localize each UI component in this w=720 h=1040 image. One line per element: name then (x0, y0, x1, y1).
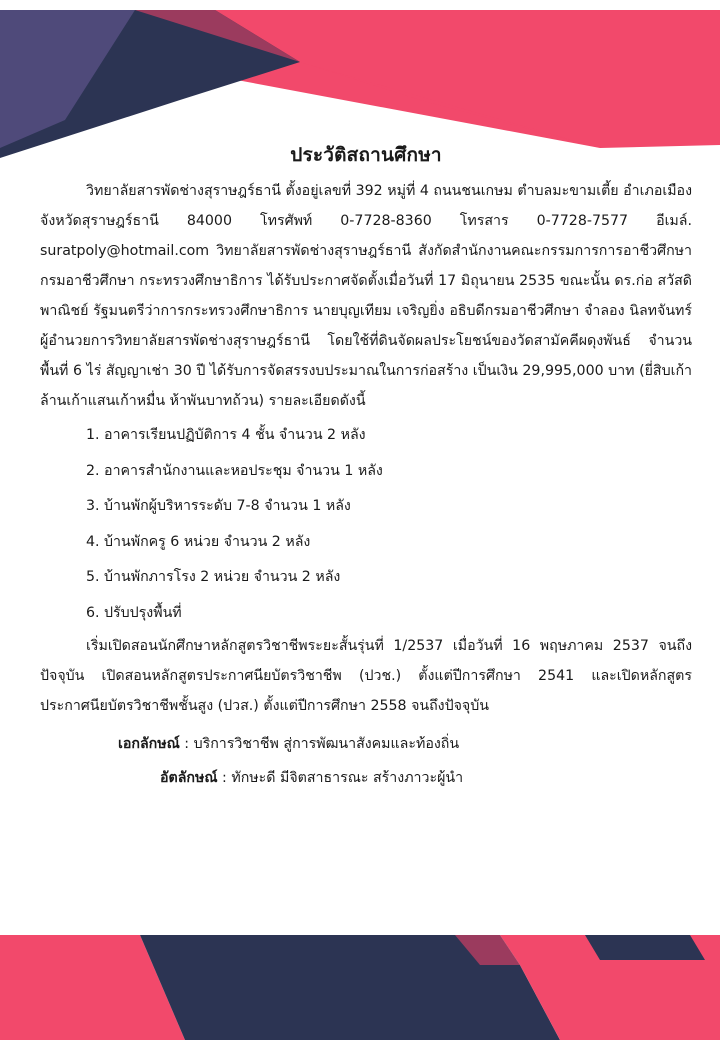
list-item: 4. บ้านพักครู 6 หน่วย จำนวน 2 หลัง (86, 533, 311, 550)
identity-label: อัตลักษณ์ (160, 770, 218, 786)
list-item: 5. บ้านพักภารโรง 2 หน่วย จำนวน 2 หลัง (86, 569, 341, 585)
list-item: 3. บ้านพักผู้บริหารระดับ 7-8 จำนวน 1 หลัง (86, 498, 351, 514)
list-item: 1. อาคารเรียนปฏิบัติการ 4 ชั้น จำนวน 2 หลัง (86, 427, 366, 443)
uniqueness-label: เอกลักษณ์ (118, 736, 180, 752)
bottom-navy-stripe (585, 935, 705, 960)
uniqueness-text: : บริการวิชาชีพ สู่การพัฒนาสังคมและท้องถิ่น (179, 736, 460, 752)
construction-list (40, 418, 692, 631)
bottom-decorative-banner (0, 925, 720, 1040)
uniqueness-line (40, 727, 692, 761)
identity-line (40, 761, 692, 795)
list-item: 6. ปรับปรุงพื้นที่ (86, 604, 182, 621)
identity-text: : ทักษะดี มีจิตสาธารณะ สร้างภาวะผู้นำ (217, 770, 464, 786)
page-title: ประวัติสถานศึกษา (290, 144, 442, 166)
document-body (40, 140, 692, 795)
list-item: 2. อาคารสำนักงานและหอประชุม จำนวน 1 หลัง (86, 462, 383, 479)
intro-paragraph: วิทยาลัยสารพัดช่างสุราษฎร์ธานี ตั้งอยู่เลขที่ 392 หมู่ที่ 4 ถนนชนเกษม ตำบลมะขามเตี้ย อำเภอเมือง จังหวัดสุราษฎร์ธานี 84000 โทรศัพท์ 0-7728-8360 โทรสาร 0-7728-7577 อีเมล์. suratpoly@hotmail.com วิทยาลัยสารพัดช่างสุราษฎร์ธานี สังกัดสำนักงานคณะกรรมการการอาชีวศึกษา กรมอาชีวศึกษา กระทรวงศึกษาธิการ ได้รับประกาศจัดตั้งเมื่อวันที่ 17 มิถุนายน 2535 ขณะนั้น ดร.ก่อ สวัสดิพาณิชย์ รัฐมนตรีว่าการกระทรวงศึกษาธิการ นายบุญเทียม เจริญยิ่ง อธิบดีกรมอาชีวศึกษา จำลอง นิลทจันทร์ ผู้อำนวยการวิทยาลัยสารพัดช่างสุราษฎร์ธานี โดยใช้ที่ดินจัดผลประโยชน์ของวัดสามัคคีผดุงพันธ์ จำนวนพื้นที่ 6 ไร่ สัญญาเช่า 30 ปี ได้รับการจัดสรรงบประมาณในการก่อสร้าง เป็นเงิน 29,995,000 บาท (ยี่สิบเก้าล้านเก้าแสนเก้าหมื่น ห้าพันบาทถ้วน) รายละเอียดดังนี้ (40, 183, 692, 409)
history-paragraph: เริ่มเปิดสอนนักศึกษาหลักสูตรวิชาชีพระยะสั้นรุ่นที่ 1/2537 เมื่อวันที่ 16 พฤษภาคม 2537 จนถึงปัจจุบัน เปิดสอนหลักสูตรประกาศนียบัตรวิชาชีพ (ปวช.) ตั้งแต่ปีการศึกษา 2541 และเปิดหลักสูตรประกาศนียบัตรวิชาชีพชั้นสูง (ปวส.) ตั้งแต่ปีการศึกษา 2558 จนถึงปัจจุบัน (40, 638, 692, 714)
